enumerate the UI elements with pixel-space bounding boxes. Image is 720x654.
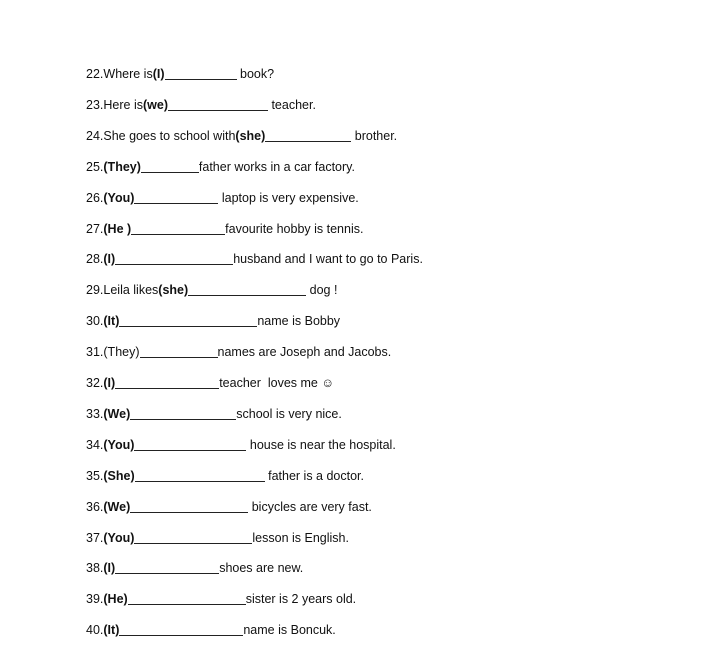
exercise-prefix: Here is [103,97,143,112]
exercise-item [86,97,316,113]
exercise-item [86,499,372,515]
exercise-suffix: name is Bobby [257,314,341,329]
answer-blank[interactable] [128,603,246,605]
exercise-suffix: teacher. [267,97,316,112]
answer-blank[interactable] [119,634,243,636]
exercise-item [86,66,274,82]
exercise-suffix: father works in a car factory. [198,159,355,174]
exercise-item [86,251,423,267]
exercise-suffix: name is Boncuk. [243,623,336,638]
exercise-suffix: father is a doctor. [264,468,364,483]
exercise-number: 24. [86,128,104,143]
answer-blank[interactable] [115,572,219,574]
exercise-number: 33. [86,406,104,421]
exercise-number: 23. [86,97,104,112]
exercise-number: 38. [86,561,104,576]
exercise-number: 26. [86,190,104,205]
exercise-number: 40. [86,623,104,638]
exercise-suffix: school is very nice. [236,406,342,421]
subject-pronoun: (she) [235,128,266,143]
exercise-number: 31. [86,345,104,360]
exercise-suffix: sister is 2 years old. [245,592,357,607]
exercise-number: 36. [86,499,104,514]
answer-blank[interactable] [168,109,268,111]
subject-pronoun: (She) [103,468,135,483]
exercise-item [86,468,364,484]
exercise-number: 39. [86,592,104,607]
exercise-item [86,221,363,237]
answer-blank[interactable] [131,233,225,235]
subject-pronoun: (You) [103,190,135,205]
exercise-item [86,560,303,576]
answer-blank[interactable] [130,418,236,420]
exercise-number: 32. [86,376,104,390]
exercise-suffix: brother. [351,128,398,143]
exercise-item [86,530,349,546]
exercise-suffix: lesson is English. [252,530,349,545]
exercise-suffix: bicycles are very fast. [248,499,372,514]
answer-blank[interactable] [134,542,252,544]
subject-pronoun: (I) [152,67,165,81]
exercise-item [86,437,396,453]
subject-pronoun: (They) [103,159,141,174]
answer-blank[interactable] [140,356,218,358]
exercise-item [86,282,337,298]
subject-pronoun: (You) [103,437,135,452]
subject-pronoun: (We) [103,499,131,514]
exercise-prefix: Where is [103,67,153,81]
exercise-prefix: She goes to school with [103,128,236,143]
subject-pronoun: (I) [103,561,116,576]
exercise-item [86,375,334,391]
subject-pronoun: (He ) [103,221,132,236]
subject-pronoun: (He) [103,592,128,607]
answer-blank[interactable] [115,263,233,265]
subject-pronoun: (It) [103,314,120,329]
exercise-item [86,128,397,144]
subject-pronoun: (We) [103,406,131,421]
exercise-number: 28. [86,252,104,267]
exercise-number: 37. [86,530,104,545]
answer-blank[interactable] [115,387,219,389]
subject-pronoun: (we) [142,97,168,112]
exercise-number: 35. [86,468,104,483]
exercise-item [86,591,356,607]
exercise-suffix: favourite hobby is tennis. [225,221,364,236]
answer-blank[interactable] [188,294,306,296]
exercise-number: 29. [86,283,104,298]
subject-pronoun: (It) [103,623,120,638]
exercise-number: 34. [86,437,104,452]
answer-blank[interactable] [135,480,265,482]
exercise-suffix: dog ! [306,283,338,298]
exercise-prefix: (The [103,345,130,360]
exercise-number: 30. [86,314,104,329]
exercise-suffix: names are Joseph and Jacobs. [217,345,392,360]
exercise-item [86,344,391,360]
exercise-suffix: shoes are new. [219,561,304,576]
exercise-number: 22. [86,67,104,81]
exercise-suffix: teacher loves me ☺ [219,376,335,390]
exercise-item [86,313,340,329]
answer-blank[interactable] [134,449,246,451]
answer-blank[interactable] [130,511,248,513]
exercise-number: 25. [86,159,104,174]
subject-pronoun: (I) [103,376,116,390]
exercise-number: 27. [86,221,104,236]
answer-blank[interactable] [119,325,257,327]
exercise-item [86,159,355,175]
exercise-suffix: house is near the hospital. [246,437,396,452]
subject-pronoun: (she) [158,283,189,298]
answer-blank[interactable] [141,171,199,173]
subject-pronoun: (I) [103,252,116,267]
exercise-suffix: laptop is very expensive. [218,190,359,205]
exercise-suffix: book? [236,67,275,81]
subject-pronoun: (You) [103,530,135,545]
answer-blank[interactable] [134,202,218,204]
answer-blank[interactable] [265,140,351,142]
subject-suffix: y) [129,345,140,360]
exercise-suffix: husband and I want to go to Paris. [233,252,423,267]
exercise-item [86,406,342,422]
exercise-prefix: Leila likes [103,283,159,298]
exercise-item [86,622,336,638]
exercise-item [86,190,359,206]
answer-blank[interactable] [165,78,237,80]
